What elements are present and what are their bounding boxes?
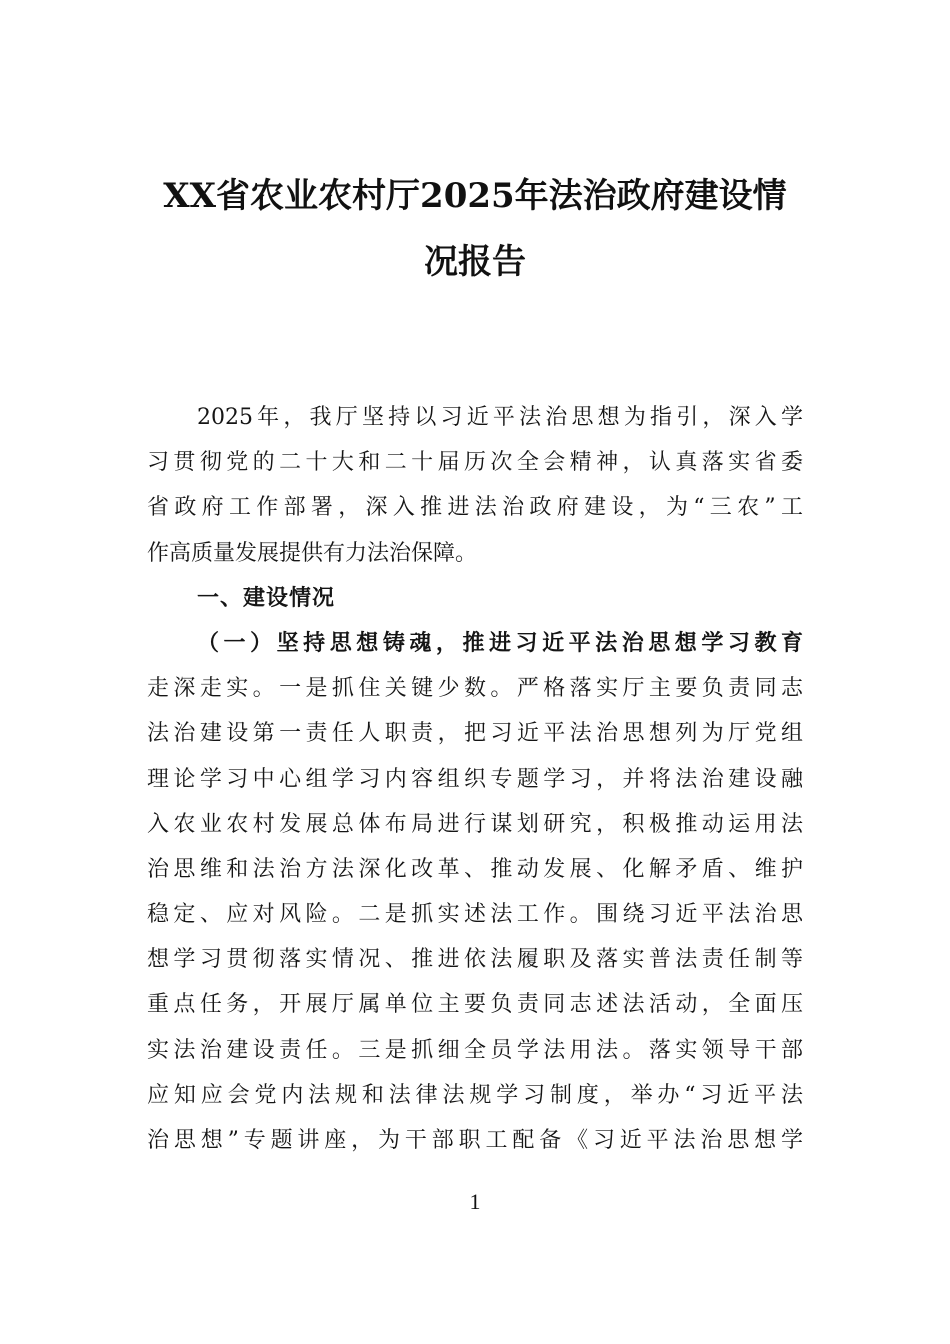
paragraph-line: 2025年，我厅坚持以习近平法治思想为指引，深入学 (197, 405, 803, 430)
paragraph-line: 应知应会党内法规和法律法规学习制度，举办“习近平法 (147, 1082, 803, 1108)
paragraph-line: 稳定、应对风险。二是抓实述法工作。围绕习近平法治思 (147, 902, 803, 928)
title-line: 况报告 (424, 242, 526, 282)
document-body (147, 395, 803, 1163)
paragraph-line: 治思想”专题讲座，为干部职工配备《习近平法治思想学 (147, 1128, 803, 1153)
title-line: XX省农业农村厅2025年法治政府建设情 (163, 176, 787, 216)
paragraph-line: 省政府工作部署，深入推进法治政府建设，为“三农”工 (147, 495, 803, 521)
section-heading: 一、建设情况 (197, 585, 336, 611)
subsection-heading: （一）坚持思想铸魂，推进习近平法治思想学习教育 (197, 629, 803, 656)
paragraph-line: 作高质量发展提供有力法治保障。 (147, 540, 478, 566)
paragraph-line: 理论学习中心组学习内容组织专题学习，并将法治建设融 (147, 766, 803, 792)
page-number: 1 (469, 1189, 481, 1214)
paragraph-line: 实法治建设责任。三是抓细全员学法用法。落实领导干部 (147, 1037, 803, 1063)
paragraph-line: 习贯彻党的二十大和二十届历次全会精神，认真落实省委 (147, 450, 803, 476)
document-title (130, 163, 820, 295)
paragraph-line: 重点任务，开展厅属单位主要负责同志述法活动，全面压 (147, 992, 803, 1018)
paragraph-line: 入农业农村发展总体布局进行谋划研究，积极推动运用法 (147, 811, 803, 837)
paragraph-line: 想学习贯彻落实情况、推进依法履职及落实普法责任制等 (147, 947, 803, 973)
paragraph-line: 走深走实。一是抓住关键少数。严格落实厅主要负责同志 (147, 676, 803, 702)
paragraph-line: 法治建设第一责任人职责，把习近平法治思想列为厅党组 (147, 721, 803, 747)
paragraph-line: 治思维和法治方法深化改革、推动发展、化解矛盾、维护 (147, 856, 803, 882)
